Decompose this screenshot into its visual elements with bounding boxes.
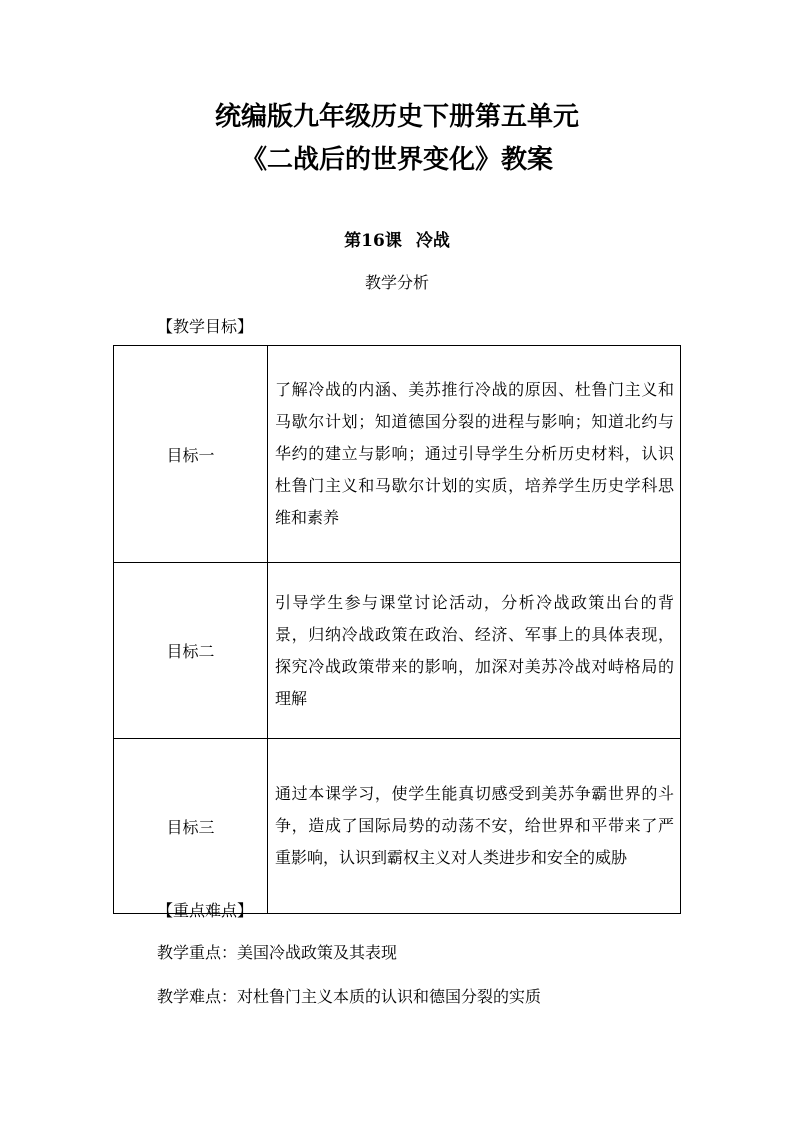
- lesson-name: 冷战: [415, 231, 450, 251]
- difficulty-text: 教学难点：对杜鲁门主义本质的认识和德国分裂的实质: [157, 987, 542, 1006]
- document-title-line-1: 统编版九年级历史下册第五单元: [214, 102, 579, 132]
- goal-label: 目标一: [114, 346, 268, 563]
- document-title-line-2: 《二战后的世界变化》教案: [240, 145, 553, 175]
- goal-text: 引导学生参与课堂讨论活动，分析冷战政策出台的背景，归纳冷战政策在政治、经济、军事上的具体表现，探究冷战政策带来的影响，加深对美苏冷战对峙格局的理解: [268, 563, 681, 739]
- lesson-number: 第16课: [344, 231, 402, 251]
- lesson-heading: [0, 229, 794, 253]
- table-row: [114, 563, 681, 739]
- goal-label: 目标二: [114, 563, 268, 739]
- goals-heading: 【教学目标】: [157, 317, 254, 336]
- goal-text: 通过本课学习，使学生能真切感受到美苏争霸世界的斗争，造成了国际局势的动荡不安，给世界和平带来了严重影响，认识到霸权主义对人类进步和安全的威胁: [268, 739, 681, 914]
- table-row: [114, 346, 681, 563]
- focus-heading: 【重点难点】: [157, 901, 254, 920]
- goal-label: 目标三: [114, 739, 268, 914]
- key-point-text: 教学重点：美国冷战政策及其表现: [157, 943, 398, 962]
- goal-text: 了解冷战的内涵、美苏推行冷战的原因、杜鲁门主义和马歇尔计划；知道德国分裂的进程与影响；知道北约与华约的建立与影响；通过引导学生分析历史材料，认识杜鲁门主义和马歇尔计划的实质，培养学生历史学科思维和素养: [268, 346, 681, 563]
- table-row: [114, 739, 681, 914]
- section-subheading: 教学分析: [364, 273, 429, 292]
- goals-table: [113, 345, 681, 914]
